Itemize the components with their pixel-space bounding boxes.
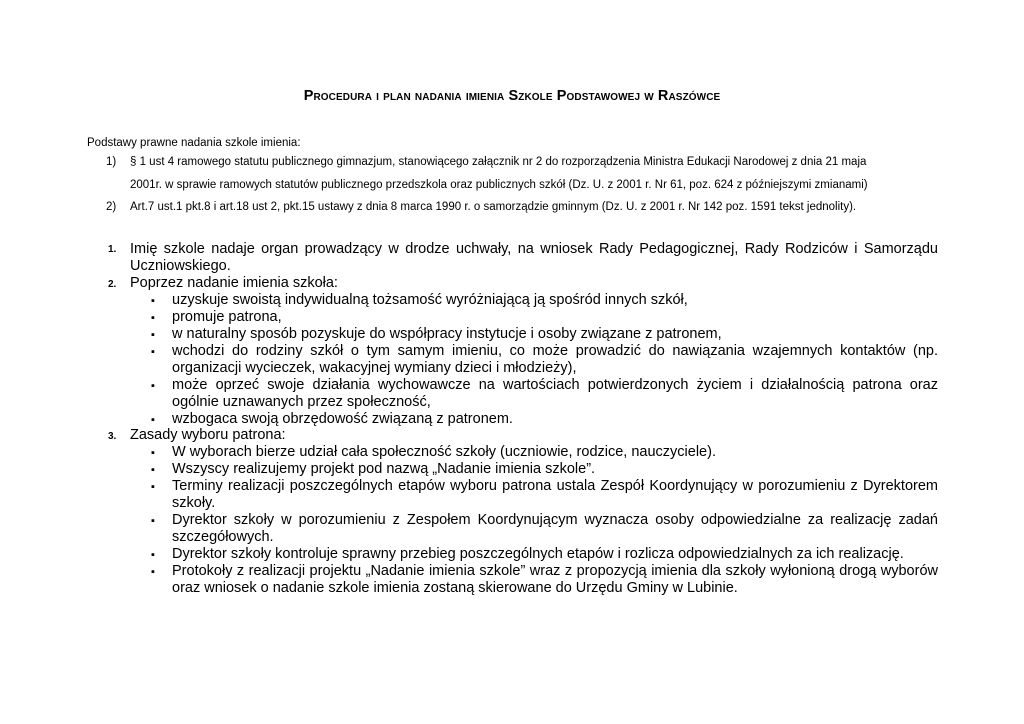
bullet-text-line: szczegółowych. <box>172 529 274 545</box>
bullet-text-line: może oprzeć swoje działania wychowawcze na wartościach potwierdzonych życiem i działalnością patrona oraz <box>172 377 938 393</box>
bullet-text-line: w naturalny sposób pozyskuje do współpracy instytucje i osoby związane z patronem, <box>172 326 722 342</box>
bullet-text-line: Dyrektor szkoły kontroluje sprawny przebieg poszczególnych etapów i rozlicza odpowiedzialnych za ich realizację. <box>172 546 904 562</box>
square-bullet-icon: ▪ <box>151 329 155 341</box>
square-bullet-icon: ▪ <box>151 447 155 459</box>
legal-basis-text-line-1: Art.7 ust.1 pkt.8 i art.18 ust 2, pkt.15 ustawy z dnia 8 marca 1990 r. o samorządzie gminnym (Dz. U. z 2001 r. Nr 142 poz. 1591 tekst jednolity). <box>130 201 857 213</box>
bullet-text-line: ogólnie uznawanych przez społeczność, <box>172 394 431 410</box>
section-number: 3. <box>108 431 117 442</box>
square-bullet-icon: ▪ <box>151 312 155 324</box>
section-text-line: Imię szkole nadaje organ prowadzący w drodze uchwały, na wniosek Rady Pedagogicznej, Rady Rodziców i Samorządu <box>130 241 938 257</box>
square-bullet-icon: ▪ <box>151 549 155 561</box>
bullet-text-line: wzbogaca swoją obrzędowość związaną z patronem. <box>172 411 513 427</box>
bullet-text-line: Wszyscy realizujemy projekt pod nazwą „Nadanie imienia szkole”. <box>172 461 596 477</box>
bullet-text-line: Dyrektor szkoły w porozumieniu z Zespołem Koordynującym wyznacza osoby odpowiedzialne za realizację zadań <box>172 512 938 528</box>
bullet-text-line: oraz wniosek o nadanie szkole imienia zostaną skierowane do Urzędu Gminy w Lubinie. <box>172 580 738 596</box>
square-bullet-icon: ▪ <box>151 566 155 578</box>
square-bullet-icon: ▪ <box>151 414 155 426</box>
bullet-text-line: uzyskuje swoistą indywidualną tożsamość wyróżniającą ją spośród innych szkół, <box>172 292 688 308</box>
square-bullet-icon: ▪ <box>151 481 155 493</box>
bullet-text-line: szkoły. <box>172 495 216 511</box>
section-number: 1. <box>108 244 117 255</box>
bullet-text-line: Terminy realizacji poszczególnych etapów wyboru patrona ustala Zespół Koordynujący w porozumieniu z Dyrektorem <box>172 478 938 494</box>
square-bullet-icon: ▪ <box>151 380 155 392</box>
legal-basis-text-line-2: 2001r. w sprawie ramowych statutów publicznego przedszkola oraz publicznych szkół (Dz. U. z 2001 r. Nr 61, poz. 624 z późniejszymi zmianami) <box>130 179 868 191</box>
legal-basis-text-line-1: § 1 ust 4 ramowego statutu publicznego gimnazjum, stanowiącego załącznik nr 2 do rozporządzenia Ministra Edukacji Narodowej z dnia 21 maja <box>130 156 867 168</box>
bullet-text-line: W wyborach bierze udział cała społeczność szkoły (uczniowie, rodzice, nauczyciele). <box>172 444 716 460</box>
square-bullet-icon: ▪ <box>151 464 155 476</box>
section-heading: Zasady wyboru patrona: <box>130 427 286 443</box>
legal-basis-intro: Podstawy prawne nadania szkole imienia: <box>87 137 301 149</box>
document-title: Procedura i plan nadania imienia Szkole Podstawowej w Raszówce <box>303 88 721 104</box>
section-heading: Poprzez nadanie imienia szkoła: <box>130 275 338 291</box>
square-bullet-icon: ▪ <box>151 295 155 307</box>
bullet-text-line: wchodzi do rodziny szkół o tym samym imieniu, co może prowadzić do nawiązania wzajemnych kontaktów (np. <box>172 343 938 359</box>
section-number: 2. <box>108 279 117 290</box>
section-text-line: Uczniowskiego. <box>130 258 231 274</box>
square-bullet-icon: ▪ <box>151 515 155 527</box>
bullet-text-line: promuje patrona, <box>172 309 282 325</box>
bullet-text-line: Protokoły z realizacji projektu „Nadanie imienia szkole” wraz z propozycją imienia dla szkoły wyłonioną drogą wyborów <box>172 563 938 579</box>
bullet-text-line: organizacji wycieczek, wakacyjnej wymiany dzieci i młodzieży), <box>172 360 577 376</box>
square-bullet-icon: ▪ <box>151 346 155 358</box>
legal-basis-number: 2) <box>106 201 117 213</box>
legal-basis-number: 1) <box>106 156 117 168</box>
